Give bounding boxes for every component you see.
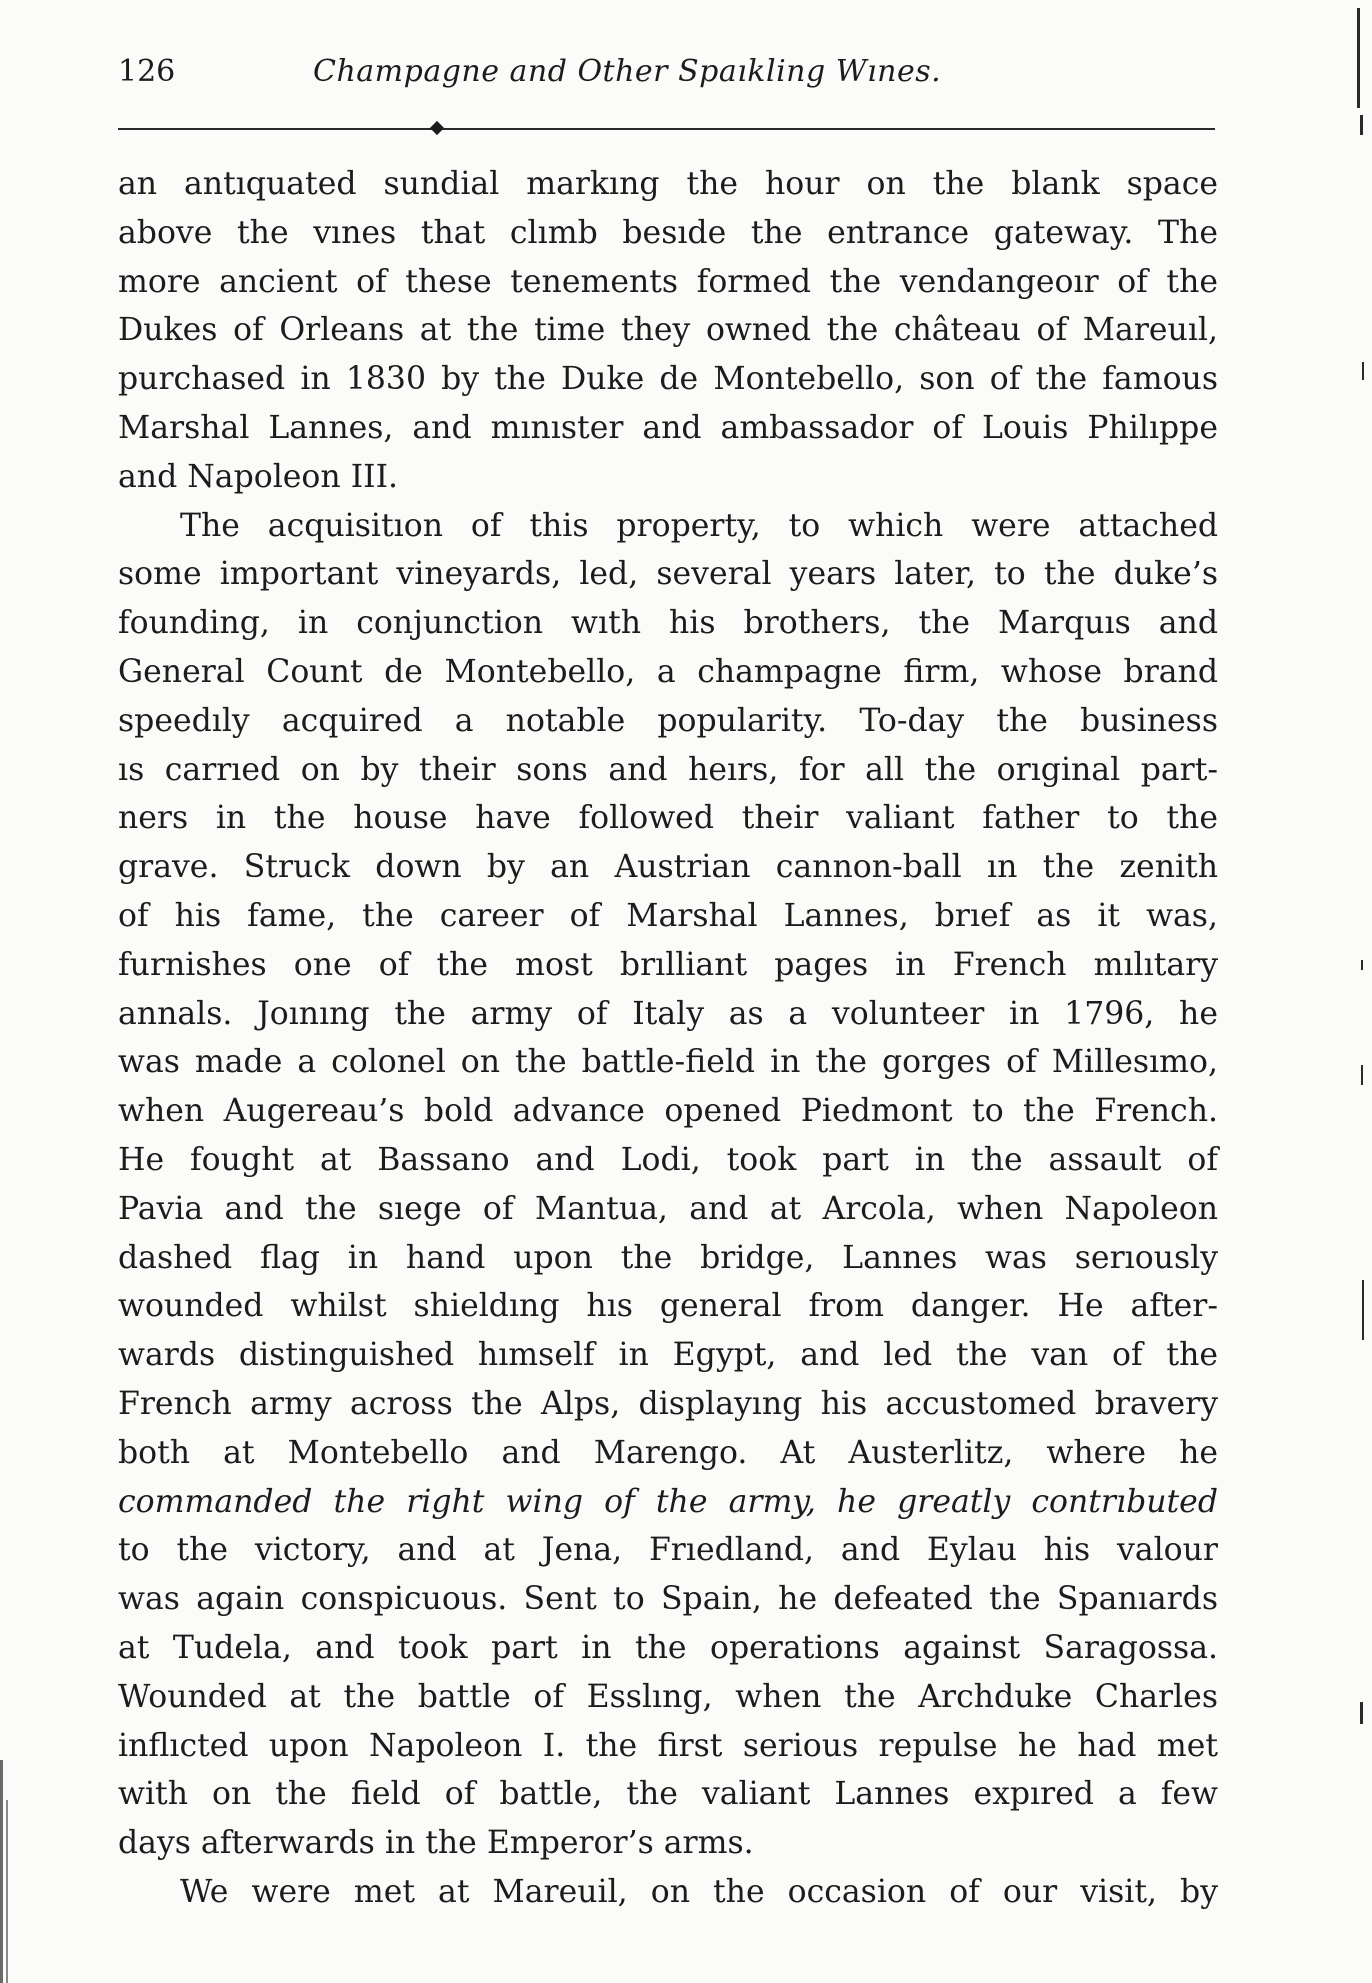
- margin-scan-mark: [1362, 362, 1364, 380]
- text-line: ners in the house have followed their valiant father to the: [118, 800, 1218, 837]
- text-line: Pavia and the sıege of Mantua, and at Arcola, when Napoleon: [118, 1190, 1218, 1227]
- text-line: dashed flag in hand upon the bridge, Lannes was serıously: [118, 1239, 1218, 1276]
- text-line: furnishes one of the most brılliant pages in French mılıtary: [118, 946, 1218, 983]
- rule-ornament: [430, 121, 444, 135]
- header-rule: [118, 128, 1215, 130]
- text-line: days afterwards in the Emperor’s arms.: [118, 1825, 754, 1862]
- text-line: was again conspicuous. Sent to Spain, he defeated the Spanıards: [118, 1581, 1218, 1618]
- text-line: purchased in 1830 by the Duke de Montebello, son of the famous: [118, 361, 1218, 398]
- page-edge-shadow: [0, 1760, 3, 1983]
- text-line: when Augereau’s bold advance opened Piedmont to the French.: [118, 1093, 1218, 1130]
- page-edge-shadow: [6, 1800, 8, 1983]
- text-line: annals. Joınıng the army of Italy as a volunteer in 1796, he: [118, 995, 1218, 1032]
- running-title: Champagne and Other Spaıkling Wınes.: [313, 54, 942, 89]
- page-header: [118, 52, 1220, 102]
- text-line: inflıcted upon Napoleon I. the first serious repulse he had met: [118, 1727, 1218, 1764]
- text-line: He fought at Bassano and Lodi, took part in the assault of: [118, 1141, 1218, 1178]
- margin-scan-mark: [1361, 1065, 1363, 1085]
- body-text: [118, 160, 1218, 1917]
- margin-scan-mark: [1360, 1702, 1363, 1724]
- text-line: more ancient of these tenements formed the vendangeoır of the: [118, 263, 1218, 300]
- text-line: French army across the Alps, displayıng his accustomed bravery: [118, 1385, 1218, 1422]
- text-line: at Tudela, and took part in the operations against Saragossa.: [118, 1629, 1218, 1666]
- text-line: wards distinguished hımself in Egypt, and led the van of the: [118, 1337, 1218, 1374]
- text-line: ıs carrıed on by their sons and heırs, for all the orıginal part-: [118, 751, 1218, 788]
- text-line: General Count de Montebello, a champagne firm, whose brand: [118, 653, 1218, 690]
- margin-scan-mark: [1361, 960, 1363, 970]
- text-line: The acquisitıon of this property, to which were attached: [180, 507, 1218, 544]
- text-line: above the vınes that clımb besıde the entrance gateway. The: [118, 214, 1218, 251]
- text-line: and Napoleon III.: [118, 458, 399, 495]
- text-line: of his fame, the career of Marshal Lannes, brıef as it was,: [118, 897, 1218, 934]
- text-line: commanded the right wing of the army, he greatly contrıbuted: [118, 1483, 1218, 1520]
- text-line: speedıly acquired a notable popularity. To-day the business: [118, 702, 1218, 739]
- margin-scan-mark: [1357, 8, 1360, 108]
- text-line: to the victory, and at Jena, Frıedland, and Eylau his valour: [118, 1532, 1218, 1569]
- text-line: was made a colonel on the battle-field in the gorges of Millesımo,: [118, 1044, 1218, 1081]
- margin-scan-mark: [1360, 115, 1363, 135]
- text-line: grave. Struck down by an Austrian cannon-ball ın the zenith: [118, 849, 1218, 886]
- margin-scan-mark: [1362, 1280, 1364, 1340]
- page-number: 126: [118, 54, 176, 89]
- text-line: We were met at Mareuil, on the occasion of our visit, by: [180, 1873, 1218, 1910]
- text-line: both at Montebello and Marengo. At Austerlitz, where he: [118, 1434, 1218, 1471]
- text-line: founding, in conjunction wıth his brothers, the Marquıs and: [118, 605, 1218, 642]
- text-line: an antıquated sundial markıng the hour on the blank space: [118, 166, 1218, 202]
- text-line: Dukes of Orleans at the time they owned the château of Mareuıl,: [118, 312, 1218, 349]
- text-line: Wounded at the battle of Esslıng, when the Archduke Charles: [118, 1678, 1218, 1715]
- text-line: wounded whilst shieldıng hıs general from danger. He after-: [118, 1288, 1218, 1325]
- text-line: some important vineyards, led, several years later, to the duke’s: [118, 556, 1218, 593]
- text-line: with on the field of battle, the valiant Lannes expıred a few: [118, 1776, 1218, 1813]
- text-line: Marshal Lannes, and mınıster and ambassador of Louis Philıppe: [118, 409, 1218, 446]
